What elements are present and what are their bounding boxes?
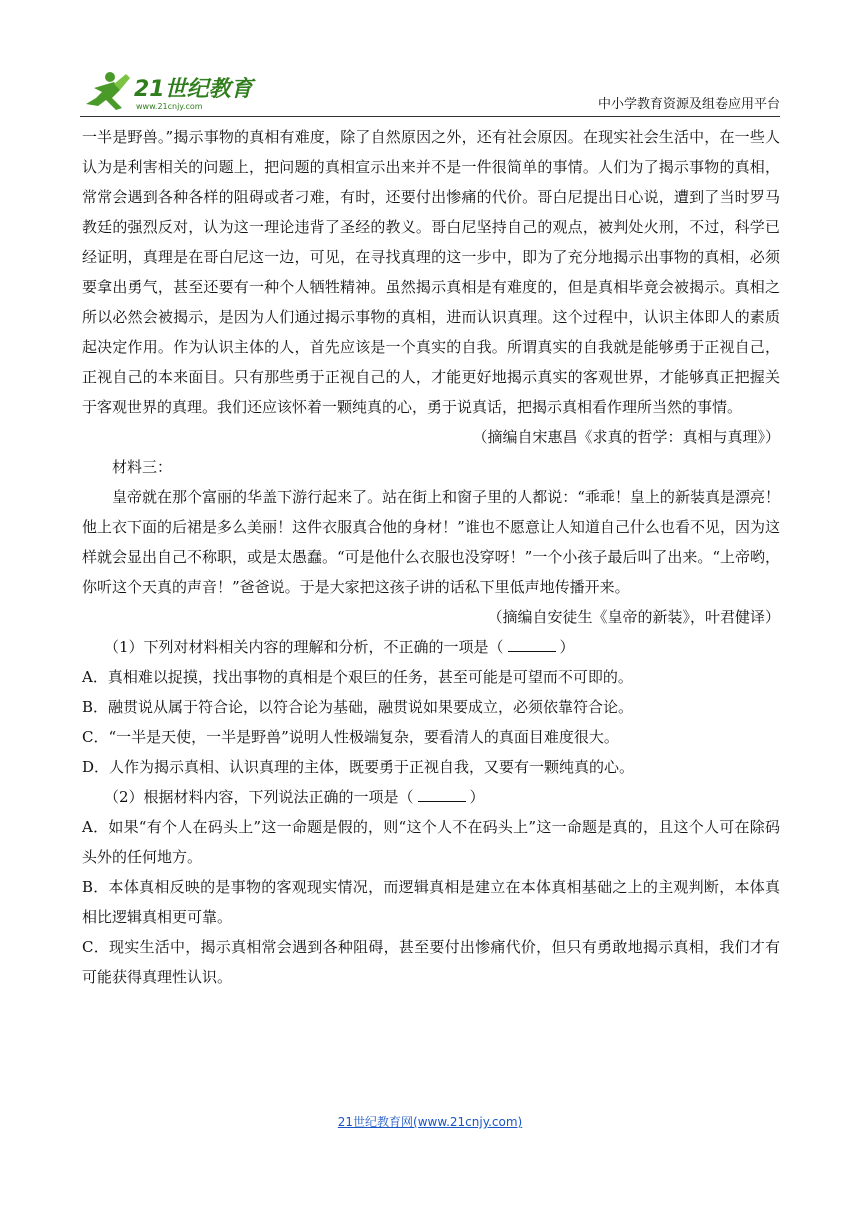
footer-link[interactable]: 21世纪教育网(www.21cnjy.com) <box>337 1115 523 1129</box>
material-paragraph: 皇帝就在那个富丽的华盖下游行起来了。站在街上和窗子里的人都说：“乖乖！皇上的新装真是漂亮！他上衣下面的后裙是多么美丽！这件衣服真合他的身材！”谁也不愿意让人知道自己什么也看不见，因为这样就会显出自己不称职，或是太愚蠢。“可是他什么衣服也没穿呀！”一个小孩子最后叫了出来。“上帝哟，你听这个天真的声音！”爸爸说。于是大家把这孩子讲的话私下里低声地传播开来。 <box>82 488 781 596</box>
document-body <box>82 122 780 992</box>
source-citation: （摘编自安徒生《皇帝的新装》，叶君健译） <box>487 608 780 626</box>
question-1-stem: （1）下列对材料相关内容的理解和分析，不正确的一项是（ ） <box>104 638 575 656</box>
source-citation: （摘编自宋惠昌《求真的哲学：真相与真理》） <box>472 428 780 446</box>
svg-text:www.21cnjy.com: www.21cnjy.com <box>136 102 203 111</box>
site-logo <box>80 68 260 114</box>
question-2-option: A．如果“有个人在码头上”这一命题是假的，则“这个人不在码头上”这一命题是真的，且这个人可在除码头外的任何地方。 <box>82 818 780 866</box>
svg-text:21世纪教育: 21世纪教育 <box>134 77 253 102</box>
question-1-option: A．真相难以捉摸，找出事物的真相是个艰巨的任务，甚至可能是可望而不可即的。 <box>82 668 633 686</box>
question-2-option: B．本体真相反映的是事物的客观现实情况，而逻辑真相是建立在本体真相基础之上的主观判断，本体真相比逻辑真相更可靠。 <box>82 878 780 926</box>
runner-icon <box>86 72 130 110</box>
material-title: 材料三： <box>112 458 173 476</box>
answer-blank[interactable] <box>508 637 556 652</box>
question-2-stem: （2）根据材料内容，下列说法正确的一项是（ ） <box>104 788 485 806</box>
platform-label: 中小学教育资源及组卷应用平台 <box>597 97 780 112</box>
question-2-option: C．现实生活中，揭示真相常会遇到各种阻碍，甚至要付出惨痛代价，但只有勇敢地揭示真相，我们才有可能获得真理性认识。 <box>82 938 780 986</box>
question-1-option: B．融贯说从属于符合论，以符合论为基础，融贯说如果要成立，必须依靠符合论。 <box>82 698 634 716</box>
question-1-option: C．“一半是天使，一半是野兽”说明人性极端复杂，要看清人的真面目难度很大。 <box>82 728 619 746</box>
page-header <box>80 64 780 117</box>
page-footer <box>0 1113 860 1130</box>
material-paragraph: 一半是野兽。”揭示事物的真相有难度，除了自然原因之外，还有社会原因。在现实社会生活中，在一些人认为是利害相关的问题上，把问题的真相宣示出来并不是一件很简单的事情。人们为了揭示事物的真相，常常会遇到各种各样的阻碍或者刁难，有时，还要付出惨痛的代价。哥白尼提出日心说，遭到了当时罗马教廷的强烈反对，认为这一理论违背了圣经的教义。哥白尼坚持自己的观点，被判处火刑，不过，科学已经证明，真理是在哥白尼这一边，可见，在寻找真理的这一步中，即为了充分地揭示出事物的真相，必须要拿出勇气，甚至还要有一种个人牺牲精神。虽然揭示真相是有难度的，但是真相毕竟会被揭示。真相之所以必然会被揭示，是因为人们通过揭示事物的真相，进而认识真理。这个过程中，认识主体即人的素质起决定作用。作为认识主体的人，首先应该是一个真实的自我。所谓真实的自我就是能够勇于正视自己，正视自己的本来面目。只有那些勇于正视自己的人，才能更好地揭示真实的客观世界，才能够真正把握关于客观世界的真理。我们还应该怀着一颗纯真的心，勇于说真话，把揭示真相看作理所当然的事情。 <box>82 128 780 416</box>
question-1-option: D．人作为揭示真相、认识真理的主体，既要勇于正视自我，又要有一颗纯真的心。 <box>82 758 635 776</box>
answer-blank[interactable] <box>418 787 466 802</box>
